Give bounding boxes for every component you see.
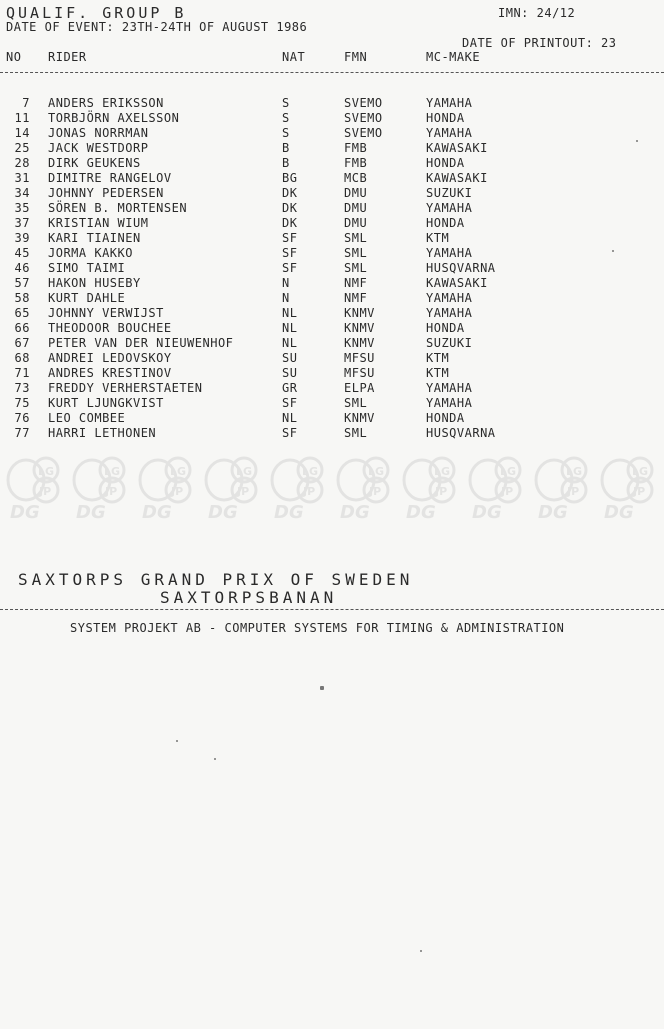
table-row [0,381,664,396]
rider-nationality: B [282,141,290,155]
table-row [0,276,664,291]
rider-name: DIMITRE RANGELOV [48,171,172,185]
rider-number: 35 [14,201,30,215]
rider-nationality: BG [282,171,298,185]
svg-text:LG: LG [38,465,55,478]
table-row [0,156,664,171]
rider-make: HUSQVARNA [426,261,496,275]
svg-text:LG: LG [434,465,451,478]
svg-text:JP: JP [369,485,382,498]
table-row [0,201,664,216]
watermark-logo [466,456,526,522]
rider-name: THEODOOR BOUCHEE [48,321,172,335]
rider-number: 71 [14,366,30,380]
table-row [0,246,664,261]
rider-number: 7 [22,96,30,110]
watermark-logo [334,456,394,522]
svg-text:DG: DG [10,502,40,522]
svg-text:JP: JP [501,485,514,498]
table-row [0,216,664,231]
svg-text:JP: JP [435,485,448,498]
table-row [0,111,664,126]
rider-name: JOHNNY PEDERSEN [48,186,164,200]
rider-federation: SVEMO [344,126,383,140]
watermark-logo [136,456,196,522]
paper-speck [636,140,638,142]
event-date: DATE OF EVENT: 23TH-24TH OF AUGUST 1986 [6,20,308,34]
svg-text:JP: JP [171,485,184,498]
col-header-nat: NAT [282,50,306,64]
rider-name: JORMA KAKKO [48,246,133,260]
rider-number: 75 [14,396,30,410]
rider-number: 31 [14,171,30,185]
rider-federation: MFSU [344,366,375,380]
svg-text:JP: JP [237,485,250,498]
table-row [0,321,664,336]
svg-text:LG: LG [368,465,385,478]
table-row [0,411,664,426]
group-title: QUALIF. GROUP B [6,4,187,22]
rider-federation: KNMV [344,336,375,350]
rider-federation: DMU [344,186,368,200]
rider-federation: SML [344,426,368,440]
rider-make: YAMAHA [426,201,473,215]
rider-nationality: S [282,126,290,140]
rider-number: 73 [14,381,30,395]
rider-number: 65 [14,306,30,320]
rider-federation: KNMV [344,411,375,425]
rider-make: YAMAHA [426,306,473,320]
rider-federation: FMB [344,141,368,155]
svg-text:JP: JP [633,485,646,498]
rider-make: YAMAHA [426,381,473,395]
svg-text:DG: DG [538,502,568,522]
paper-speck [612,250,614,252]
rider-name: DIRK GEUKENS [48,156,141,170]
rider-name: KARI TIAINEN [48,231,141,245]
rider-name: TORBJÖRN AXELSSON [48,111,180,125]
paper-speck [214,758,216,760]
rider-make: HONDA [426,411,465,425]
col-header-fmn: FMN [344,50,368,64]
rider-list [0,96,664,441]
rider-make: HONDA [426,216,465,230]
event-title: SAXTORPS GRAND PRIX OF SWEDEN [18,570,414,589]
rider-federation: MCB [344,171,368,185]
rider-nationality: NL [282,321,298,335]
rider-federation: SML [344,396,368,410]
rider-name: HAKON HUSEBY [48,276,141,290]
svg-text:DG: DG [406,502,436,522]
rider-federation: DMU [344,201,368,215]
paper-speck [176,740,178,742]
imn-number: IMN: 24/12 [498,6,576,20]
rider-name: ANDRES KRESTINOV [48,366,172,380]
table-row [0,291,664,306]
watermark-logo [532,456,592,522]
svg-text:LG: LG [170,465,187,478]
rider-make: SUZUKI [426,186,473,200]
svg-text:LG: LG [632,465,649,478]
svg-text:DG: DG [472,502,502,522]
svg-text:DG: DG [604,502,634,522]
rider-make: KTM [426,231,450,245]
rider-number: 34 [14,186,30,200]
rider-nationality: SU [282,366,298,380]
table-row [0,96,664,111]
rider-number: 77 [14,426,30,440]
table-row [0,366,664,381]
rider-federation: SML [344,231,368,245]
rider-number: 58 [14,291,30,305]
svg-text:JP: JP [105,485,118,498]
rider-federation: SVEMO [344,96,383,110]
table-row [0,306,664,321]
rider-nationality: N [282,276,290,290]
rider-nationality: SF [282,261,298,275]
svg-text:JP: JP [39,485,52,498]
rider-make: YAMAHA [426,396,473,410]
rider-nationality: NL [282,411,298,425]
rider-number: 66 [14,321,30,335]
rider-name: JOHNNY VERWIJST [48,306,164,320]
rider-nationality: NL [282,306,298,320]
paper-speck [420,950,422,952]
footer-divider [0,609,664,610]
watermark-band [0,456,664,526]
rider-name: ANDREI LEDOVSKOY [48,351,172,365]
rider-number: 28 [14,156,30,170]
rider-make: HONDA [426,321,465,335]
rider-number: 57 [14,276,30,290]
rider-make: KTM [426,351,450,365]
rider-nationality: SF [282,246,298,260]
table-row [0,396,664,411]
svg-text:DG: DG [142,502,172,522]
rider-name: KURT LJUNGKVIST [48,396,164,410]
rider-make: SUZUKI [426,336,473,350]
rider-federation: SVEMO [344,111,383,125]
rider-federation: DMU [344,216,368,230]
rider-make: KTM [426,366,450,380]
paper-speck [320,686,324,690]
rider-nationality: N [282,291,290,305]
table-row [0,261,664,276]
svg-text:DG: DG [340,502,370,522]
rider-nationality: NL [282,336,298,350]
rider-name: KURT DAHLE [48,291,126,305]
svg-text:DG: DG [208,502,238,522]
watermark-logo [70,456,130,522]
svg-text:LG: LG [104,465,121,478]
rider-make: YAMAHA [426,96,473,110]
rider-number: 46 [14,261,30,275]
header-divider [0,72,664,73]
rider-name: SÖREN B. MORTENSEN [48,201,188,215]
rider-make: KAWASAKI [426,171,488,185]
table-row [0,426,664,441]
rider-number: 45 [14,246,30,260]
rider-number: 76 [14,411,30,425]
rider-nationality: SF [282,426,298,440]
rider-name: JACK WESTDORP [48,141,149,155]
table-row [0,141,664,156]
rider-federation: ELPA [344,381,375,395]
rider-number: 25 [14,141,30,155]
svg-text:JP: JP [303,485,316,498]
rider-federation: NMF [344,276,368,290]
svg-text:DG: DG [274,502,304,522]
table-row [0,186,664,201]
rider-number: 39 [14,231,30,245]
rider-number: 67 [14,336,30,350]
svg-text:LG: LG [500,465,517,478]
printout-date: DATE OF PRINTOUT: 23 [462,36,617,50]
rider-make: HONDA [426,111,465,125]
rider-federation: KNMV [344,321,375,335]
rider-number: 11 [14,111,30,125]
footer-text: SYSTEM PROJEKT AB - COMPUTER SYSTEMS FOR TIMING & ADMINISTRATION [70,621,565,635]
rider-make: HUSQVARNA [426,426,496,440]
rider-nationality: S [282,111,290,125]
rider-make: YAMAHA [426,291,473,305]
rider-name: LEO COMBEE [48,411,126,425]
watermark-logo [202,456,262,522]
rider-federation: FMB [344,156,368,170]
rider-name: ANDERS ERIKSSON [48,96,164,110]
rider-nationality: SF [282,396,298,410]
rider-make: HONDA [426,156,465,170]
table-row [0,231,664,246]
rider-name: HARRI LETHONEN [48,426,157,440]
watermark-logo [268,456,328,522]
rider-make: YAMAHA [426,246,473,260]
svg-text:JP: JP [567,485,580,498]
rider-nationality: GR [282,381,298,395]
watermark-logo [598,456,658,522]
rider-make: KAWASAKI [426,276,488,290]
rider-make: KAWASAKI [426,141,488,155]
rider-nationality: DK [282,201,298,215]
rider-nationality: DK [282,186,298,200]
rider-federation: SML [344,261,368,275]
svg-text:LG: LG [236,465,253,478]
rider-nationality: DK [282,216,298,230]
table-row [0,336,664,351]
svg-text:LG: LG [302,465,319,478]
col-header-no: NO [6,50,22,64]
watermark-logo [4,456,64,522]
rider-nationality: SU [282,351,298,365]
table-row [0,126,664,141]
rider-name: PETER VAN DER NIEUWENHOF [48,336,234,350]
svg-text:DG: DG [76,502,106,522]
rider-federation: KNMV [344,306,375,320]
rider-federation: MFSU [344,351,375,365]
rider-number: 68 [14,351,30,365]
rider-nationality: SF [282,231,298,245]
col-header-rider: RIDER [48,50,87,64]
rider-nationality: S [282,96,290,110]
rider-make: YAMAHA [426,126,473,140]
table-row [0,171,664,186]
rider-name: JONAS NORRMAN [48,126,149,140]
rider-number: 14 [14,126,30,140]
rider-number: 37 [14,216,30,230]
rider-federation: SML [344,246,368,260]
rider-name: KRISTIAN WIUM [48,216,149,230]
rider-federation: NMF [344,291,368,305]
event-venue: SAXTORPSBANAN [160,588,338,607]
rider-name: FREDDY VERHERSTAETEN [48,381,203,395]
svg-text:LG: LG [566,465,583,478]
rider-nationality: B [282,156,290,170]
watermark-logo [400,456,460,522]
rider-name: SIMO TAIMI [48,261,126,275]
col-header-make: MC-MAKE [426,50,481,64]
table-row [0,351,664,366]
